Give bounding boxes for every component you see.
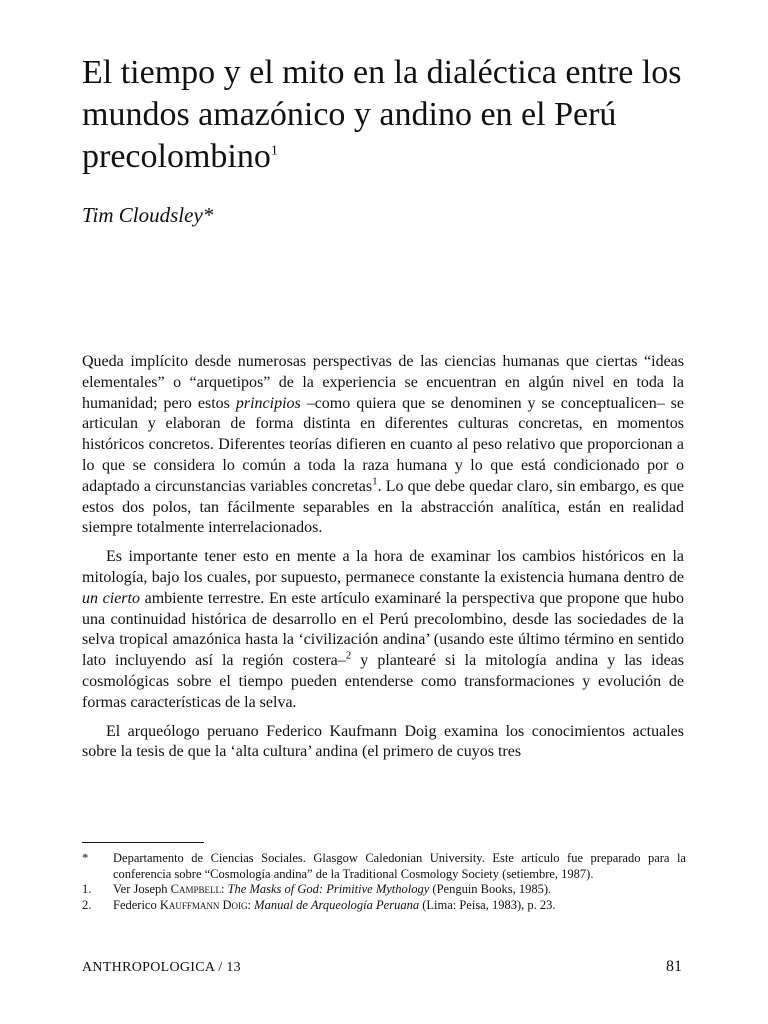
footnote-2-post: (Lima: Peisa, 1983), p. 23. [419, 897, 556, 912]
footnote-text [113, 882, 686, 898]
footnote-2-work: Manual de Arqueología Peruana [254, 897, 420, 912]
paragraph-1-italic: principios [235, 394, 301, 412]
footnote-1-pre: Ver Joseph [113, 882, 171, 896]
article-body [82, 352, 684, 771]
page-number: 81 [666, 958, 682, 975]
page-footer [82, 958, 682, 976]
footnote-separator [82, 842, 204, 843]
footnotes [82, 851, 686, 913]
footnote-1-author: Campbell [170, 882, 221, 896]
author-name: Tim Cloudsley* [82, 203, 214, 227]
article-title [82, 52, 722, 178]
paragraph-2-italic: un cierto [82, 589, 140, 607]
article-title-text: El tiempo y el mito en la dialéctica entre los mundos amazónico y andino en el Perú precolombino [82, 54, 682, 175]
footnote-2 [82, 898, 686, 914]
footnote-2-author: Kauffmann Doig [159, 897, 248, 912]
title-footnote-ref: 1 [270, 143, 278, 159]
footnote-1-colon: : [220, 882, 228, 896]
footnote-1 [82, 882, 686, 898]
footnote-2-colon: : [247, 897, 255, 912]
footnote-1-post: (Penguin Books, 1985). [429, 882, 552, 896]
journal-name: ANTHROPOLOGICA / 13 [82, 960, 241, 975]
footnote-2-pre: Federico [113, 897, 160, 912]
paragraph-1-text-b: –como quiera que se denominen y se conceptualicen– se articulan y elaboran de forma distinta en diferentes culturas concretas, en momentos históricos concretos. Diferentes teorías difieren en cuanto al peso relativo que proporcionan a lo que se considera lo común a toda la raza humana y lo que está condicionado por o adaptado a circunstancias variables concretas [82, 394, 684, 495]
paragraph-1-text-a: Queda implícito desde numerosas perspectivas de las ciencias humanas que ciertas “ideas elementales” o “arquetipos” de la experiencia se encuentran en algún nivel en toda la humanidad; pero estos [82, 353, 684, 412]
footnote-ref-2: 2 [345, 649, 352, 662]
paragraph-1 [82, 352, 684, 539]
footnote-star [82, 851, 686, 882]
footnote-marker: 1. [82, 882, 92, 896]
footnote-text: Departamento de Ciencias Sociales. Glasgow Caledonian University. Este artículo fue preparado para la conferencia sobre “Cosmología andina” de la Traditional Cosmology Society (setiembre, 1987). [113, 851, 686, 881]
paragraph-2-text-c: y plantearé si la mitología andina y las ideas cosmológicas sobre el tiempo pueden entenderse como transformaciones y evolución de formas características de la selva. [82, 652, 684, 711]
paragraph-3: El arqueólogo peruano Federico Kaufmann Doig examina los conocimientos actuales sobre la tesis de que la ‘alta cultura’ andina (el primero de cuyos tres [82, 722, 684, 761]
footnote-marker: * [82, 851, 89, 865]
paragraph-1-text-c: . Lo que debe quedar claro, sin embargo, es que estos dos polos, tan fácilmente separables en la abstracción analítica, están en realidad siempre totalmente interrelacionados. [82, 477, 684, 537]
footnote-ref-1: 1 [372, 475, 378, 488]
footnote-text [113, 898, 686, 914]
paragraph-2-text-b: ambiente terrestre. En este artículo examinaré la perspectiva que propone que hubo una continuidad histórica de desarrollo en el Perú precolombino, desde las sociedades de la selva tropical amazónica hasta la ‘civilización andina’ (usando este último término en sentido lato incluyendo así la región costera– [82, 589, 685, 670]
paragraph-2-text-a: Es importante tener esto en mente a la hora de examinar los cambios históricos en la mitología, bajo los cuales, por supuesto, permanece constante la existencia humana dentro de [82, 548, 684, 586]
footnote-1-work: The Masks of God: Primitive Mythology [227, 882, 430, 896]
footnote-marker: 2. [82, 897, 92, 912]
paragraph-2 [82, 547, 684, 713]
